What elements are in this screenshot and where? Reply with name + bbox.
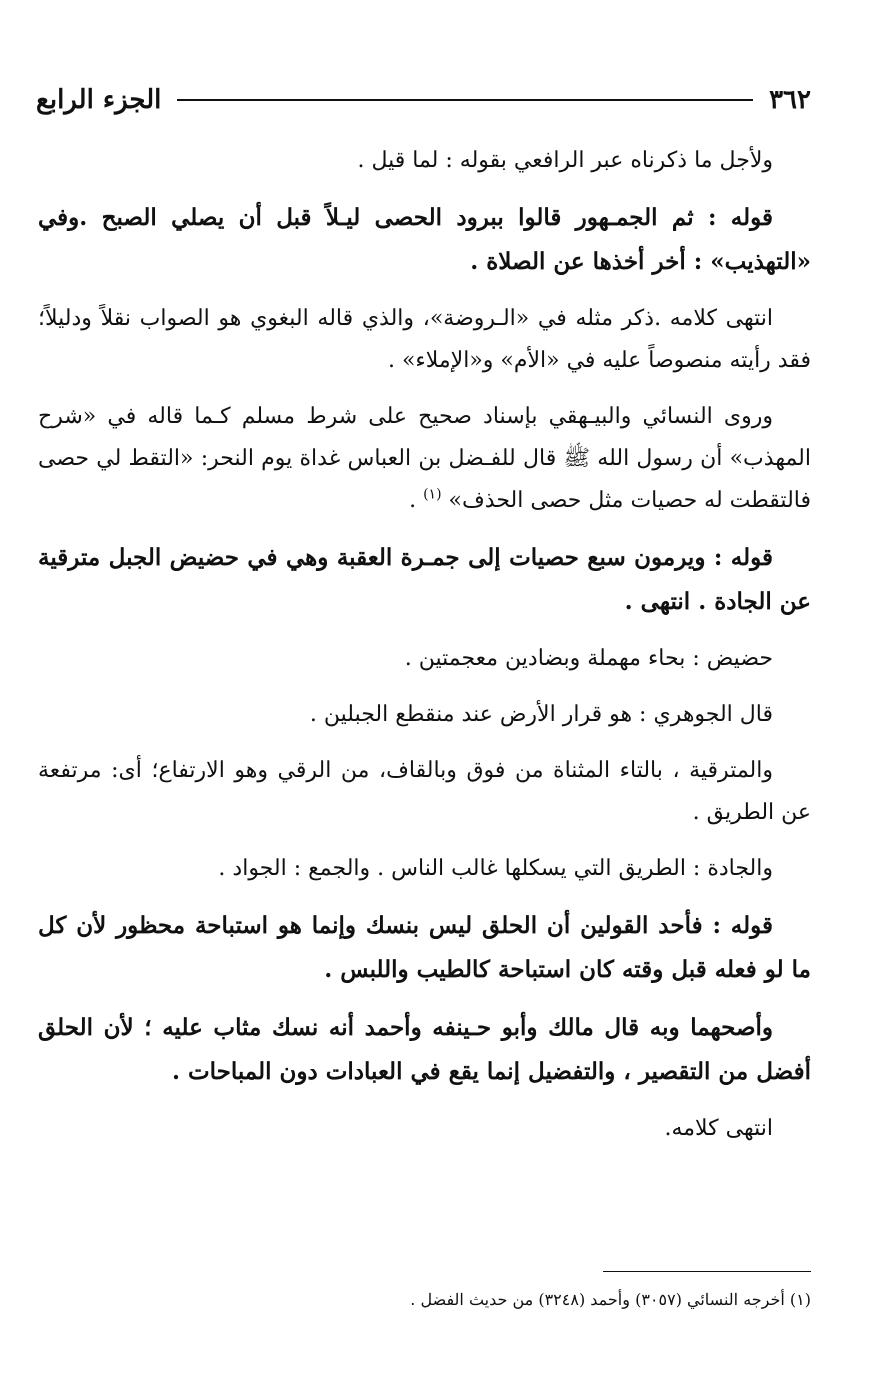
paragraph: انتهى كلامه. [664,1116,773,1141]
bold-quote-paragraph: وأصحهما وبه قال مالك وأبو حـينفه وأحمد أنه نسك مثاب عليه ؛ لأن الحلق أفضل من التقصير ، والتفضيل إنما يقع في العبادات دون المباحات . [38,1014,811,1085]
paragraph: حضيض : بحاء مهملة وبضادين معجمتين . [404,646,773,671]
running-title: الجزء الرابع [36,85,162,115]
footnote-reference: (١) [423,486,442,503]
bold-quote-paragraph: قوله : فأحد القولين أن الحلق ليس بنسك وإنما هو استباحة محظور لأن كل ما لو فعله قبل وقته كان استباحة كالطيب واللبس . [38,912,811,983]
footnote-divider [603,1271,811,1272]
paragraph: قال الجوهري : هو قرار الأرض عند منقطع الجبلين . [309,702,773,727]
paragraph: ولأجل ما ذكرناه عبر الرافعي بقوله : لما قيل . [357,148,773,173]
paragraph: والمترقية ، بالتاء المثناة من فوق وبالقاف، من الرقي وهو الارتفاع؛ أى: مرتفعة عن الطريق . [38,758,811,825]
bold-quote-paragraph: قوله : ثم الجمـهور قالوا ببرود الحصى ليـلاً قبل أن يصلي الصبح .وفي «التهذيب» : أخر أخذها عن الصلاة . [38,204,811,275]
page-body [38,140,811,1164]
paragraph: وروى النسائي والبيـهقي بإسناد صحيح على شرط مسلم كـما قاله في «شرح المهذب» أن رسول الله ﷺ قال للفـضل بن العباس غداة يوم النحر: «التقط لي حصى فالتقطت له حصيات مثل حصى الحذف» $^{(١)}$ . [38,404,811,513]
bold-quote-paragraph: قوله : ويرمون سبع حصيات إلى جمـرة العقبة وهي في حضيض الجبل مترقية عن الجادة . انتهى . [38,544,811,615]
paragraph: انتهى كلامه .ذكر مثله في «الـروضة»، والذي قاله البغوي هو الصواب نقلاً ودليلاً؛ فقد رأيته منصوصاً عليه في «الأم» و«الإملاء» . [38,306,811,373]
page-number: ٣٦٢ [769,85,811,115]
footnote: (١) أخرجه النسائي (٣٠٥٧) وأحمد (٣٢٤٨) من حديث الفضل . [410,1290,811,1309]
header-rule [177,99,753,101]
page-header [36,82,811,118]
paragraph: والجادة : الطريق التي يسكلها غالب الناس . والجمع : الجواد . [218,856,773,881]
